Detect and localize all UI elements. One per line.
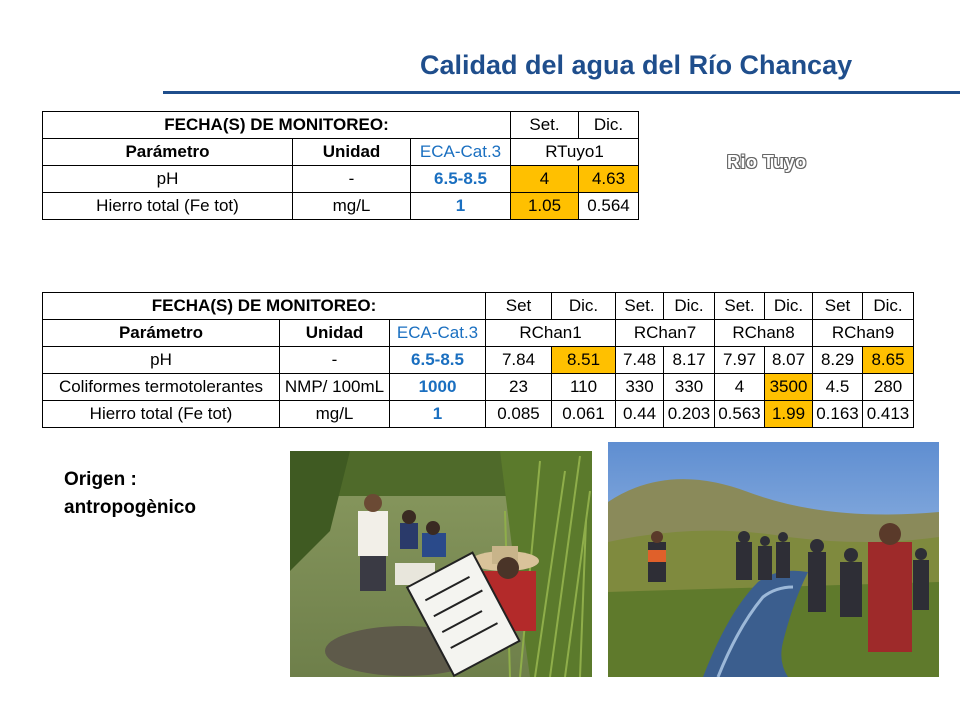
monitoring-table-rchancay [42,292,914,428]
unit-cell: - [293,166,411,193]
title-underline [163,91,960,94]
table-row [43,347,914,374]
eca-column-header: ECA-Cat.3 [390,320,486,347]
measurement-cell: 0.061 [552,401,616,428]
unit-cell: mg/L [280,401,390,428]
origin-note [64,466,196,522]
unit-column-header: Unidad [293,139,411,166]
measurement-cell: 8.51 [552,347,616,374]
measurement-cell: 7.48 [616,347,664,374]
measurement-cell: 0.44 [616,401,664,428]
parameter-cell: Hierro total (Fe tot) [43,193,293,220]
origin-value: antropogènico [64,497,196,518]
measurement-cell: 0.203 [664,401,715,428]
measurement-cell: 0.163 [813,401,863,428]
table-row [43,374,914,401]
highland-stream-photo [608,442,939,677]
station-header: RChan7 [616,320,715,347]
measurement-cell: 0.563 [715,401,765,428]
measurement-cell: 7.97 [715,347,765,374]
table-row [43,401,914,428]
unit-cell: - [280,347,390,374]
measurement-cell: 0.085 [486,401,552,428]
eca-value-cell: 1 [390,401,486,428]
unit-column-header: Unidad [280,320,390,347]
measurement-cell: 0.413 [863,401,914,428]
unit-cell: NMP/ 100mL [280,374,390,401]
measurement-cell: 8.65 [863,347,914,374]
measurement-cell: 3500 [765,374,813,401]
measurement-cell: 110 [552,374,616,401]
date-cell: Set [813,293,863,320]
measurement-cell: 8.07 [765,347,813,374]
measurement-cell: 8.17 [664,347,715,374]
date-cell: Set [486,293,552,320]
table-row [43,193,639,220]
eca-value-cell: 1 [411,193,511,220]
date-cell: Set. [511,112,579,139]
eca-value-cell: 6.5-8.5 [390,347,486,374]
monitoring-date-header: FECHA(S) DE MONITOREO: [43,112,511,139]
eca-value-cell: 1000 [390,374,486,401]
date-cell: Dic. [765,293,813,320]
date-cell: Set. [616,293,664,320]
field-sampling-photo [290,451,592,677]
parameter-cell: Hierro total (Fe tot) [43,401,280,428]
measurement-cell: 8.29 [813,347,863,374]
parameter-column-header: Parámetro [43,139,293,166]
measurement-cell: 7.84 [486,347,552,374]
monitoring-date-header: FECHA(S) DE MONITOREO: [43,293,486,320]
origin-label: Origen : [64,469,137,490]
table-row [43,166,639,193]
date-cell: Dic. [579,112,639,139]
parameter-cell: pH [43,347,280,374]
page-title: Calidad del agua del Río Chancay [420,50,853,80]
parameter-cell: Coliformes termotolerantes [43,374,280,401]
measurement-cell: 0.564 [579,193,639,220]
measurement-cell: 1.99 [765,401,813,428]
station-header: RTuyo1 [511,139,639,166]
measurement-cell: 330 [664,374,715,401]
station-header: RChan8 [715,320,813,347]
measurement-cell: 4.5 [813,374,863,401]
date-cell: Dic. [552,293,616,320]
measurement-cell: 280 [863,374,914,401]
eca-value-cell: 6.5-8.5 [411,166,511,193]
measurement-cell: 4 [715,374,765,401]
unit-cell: mg/L [293,193,411,220]
parameter-column-header: Parámetro [43,320,280,347]
station-header: RChan9 [813,320,914,347]
date-cell: Dic. [863,293,914,320]
river-tuyo-label: Rio Tuyo [727,152,807,172]
date-cell: Set. [715,293,765,320]
parameter-cell: pH [43,166,293,193]
date-cell: Dic. [664,293,715,320]
measurement-cell: 1.05 [511,193,579,220]
monitoring-table-rtuyo [42,111,639,220]
eca-column-header: ECA-Cat.3 [411,139,511,166]
measurement-cell: 23 [486,374,552,401]
station-header: RChan1 [486,320,616,347]
measurement-cell: 330 [616,374,664,401]
measurement-cell: 4.63 [579,166,639,193]
measurement-cell: 4 [511,166,579,193]
